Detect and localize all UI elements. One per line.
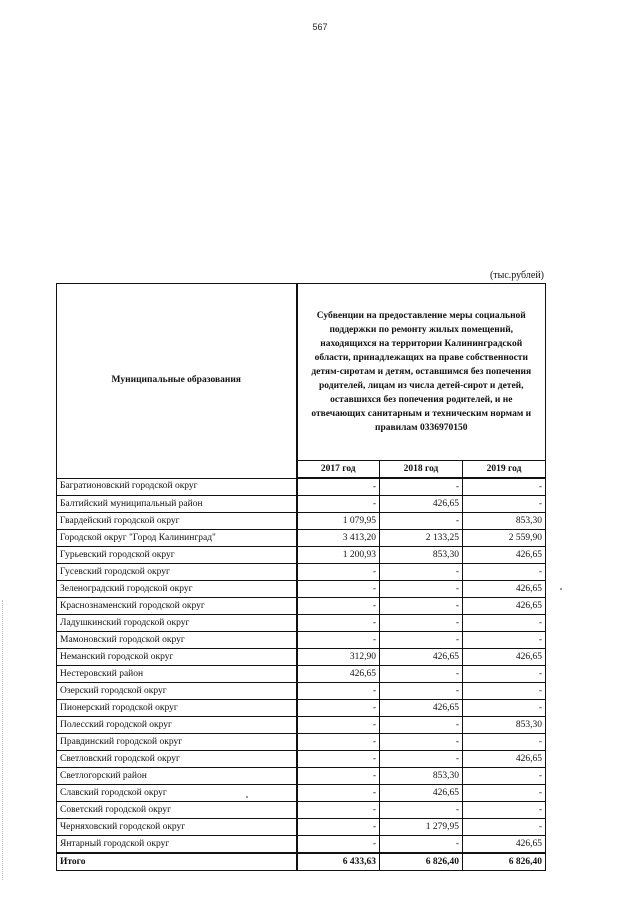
subsidy-table: [56, 283, 546, 871]
total-row: [57, 853, 546, 871]
row-value-2017: 3 413,20: [297, 530, 380, 547]
row-value-2017: -: [297, 819, 380, 836]
row-municipality-name: Гусевский городской округ: [57, 564, 297, 581]
row-municipality-name: Багратионовский городской округ: [57, 478, 297, 496]
row-value-2019: -: [463, 478, 546, 496]
row-value-2018: -: [380, 751, 463, 768]
row-municipality-name: Правдинский городской округ: [57, 734, 297, 751]
row-value-2017: 1 200,93: [297, 547, 380, 564]
row-value-2019: 426,65: [463, 649, 546, 666]
row-value-2018: -: [380, 632, 463, 649]
row-value-2019: -: [463, 768, 546, 785]
table-body: [57, 478, 546, 853]
row-value-2019: -: [463, 700, 546, 717]
table-row: [57, 547, 546, 564]
header-year-2019: 2019 год: [463, 461, 546, 479]
row-value-2017: -: [297, 785, 380, 802]
row-value-2017: -: [297, 836, 380, 854]
table-row: [57, 785, 546, 802]
row-value-2019: -: [463, 564, 546, 581]
row-value-2019: -: [463, 666, 546, 683]
row-value-2017: 426,65: [297, 666, 380, 683]
row-value-2017: -: [297, 496, 380, 513]
row-municipality-name: Черняховский городской округ: [57, 819, 297, 836]
table-row: [57, 513, 546, 530]
row-municipality-name: Озерский городской округ: [57, 683, 297, 700]
row-value-2018: 853,30: [380, 547, 463, 564]
row-municipality-name: Неманский городской округ: [57, 649, 297, 666]
row-value-2018: -: [380, 478, 463, 496]
table-row: [57, 615, 546, 632]
table-row: [57, 700, 546, 717]
row-value-2018: 426,65: [380, 700, 463, 717]
row-municipality-name: Светлогорский район: [57, 768, 297, 785]
row-value-2019: -: [463, 683, 546, 700]
table-row: [57, 598, 546, 615]
row-value-2018: 426,65: [380, 785, 463, 802]
row-value-2017: 312,90: [297, 649, 380, 666]
row-value-2019: 426,65: [463, 547, 546, 564]
table-row: [57, 768, 546, 785]
units-label: (тыс.рублей): [489, 270, 544, 281]
total-2018: 6 826,40: [380, 853, 463, 871]
row-value-2017: -: [297, 717, 380, 734]
row-value-2018: -: [380, 683, 463, 700]
scan-speck: [560, 588, 562, 590]
table-row: [57, 836, 546, 854]
row-value-2017: -: [297, 751, 380, 768]
row-municipality-name: Пионерский городской округ: [57, 700, 297, 717]
row-municipality-name: Славский городской округ: [57, 785, 297, 802]
row-value-2017: -: [297, 683, 380, 700]
row-value-2017: -: [297, 802, 380, 819]
row-municipality-name: Светловский городской округ: [57, 751, 297, 768]
scan-speck: [246, 796, 248, 798]
row-value-2017: -: [297, 632, 380, 649]
row-municipality-name: Мамоновский городской округ: [57, 632, 297, 649]
total-label: Итого: [57, 853, 297, 871]
header-year-2017: 2017 год: [297, 461, 380, 479]
row-value-2017: -: [297, 478, 380, 496]
row-value-2018: -: [380, 734, 463, 751]
row-value-2019: 853,30: [463, 513, 546, 530]
row-value-2019: -: [463, 632, 546, 649]
row-value-2018: 426,65: [380, 649, 463, 666]
row-municipality-name: Нестеровский район: [57, 666, 297, 683]
row-value-2019: 426,65: [463, 836, 546, 854]
row-value-2019: -: [463, 802, 546, 819]
table-row: [57, 802, 546, 819]
header-subsidy-description: Субвенции на предоставление меры социальной поддержки по ремонту жилых помещений, находящихся на территории Калининградской области, принадлежащих на праве собственности детям-сиротам и детям, оставшимся без попечения родителей, лицам из числа детей-сирот и детей, оставшихся без попечения родителей, и не отвечающих санитарным и техническим нормам и правилам 0336970150: [297, 284, 546, 461]
row-value-2018: 853,30: [380, 768, 463, 785]
row-value-2018: 1 279,95: [380, 819, 463, 836]
row-value-2017: -: [297, 615, 380, 632]
row-value-2018: -: [380, 666, 463, 683]
scan-edge-marks: [2, 600, 6, 880]
row-value-2017: -: [297, 581, 380, 598]
row-value-2018: 2 133,25: [380, 530, 463, 547]
row-value-2019: -: [463, 734, 546, 751]
row-value-2019: -: [463, 819, 546, 836]
table-row: [57, 496, 546, 513]
row-municipality-name: Гурьевский городской округ: [57, 547, 297, 564]
row-value-2019: 426,65: [463, 581, 546, 598]
row-municipality-name: Зеленоградский городской округ: [57, 581, 297, 598]
row-value-2018: -: [380, 717, 463, 734]
row-value-2018: -: [380, 581, 463, 598]
header-municipalities: Муниципальные образования: [57, 284, 297, 479]
table-row: [57, 632, 546, 649]
total-2017: 6 433,63: [297, 853, 380, 871]
page-number: 567: [312, 22, 328, 32]
row-value-2019: 2 559,90: [463, 530, 546, 547]
row-municipality-name: Янтарный городской округ: [57, 836, 297, 854]
row-municipality-name: Гвардейский городской округ: [57, 513, 297, 530]
row-value-2018: -: [380, 598, 463, 615]
row-value-2019: 426,65: [463, 751, 546, 768]
row-value-2017: -: [297, 598, 380, 615]
row-municipality-name: Полесский городской округ: [57, 717, 297, 734]
row-value-2018: -: [380, 513, 463, 530]
row-value-2017: -: [297, 564, 380, 581]
total-2019: 6 826,40: [463, 853, 546, 871]
row-municipality-name: Краснознаменский городской округ: [57, 598, 297, 615]
table-row: [57, 666, 546, 683]
table-row: [57, 649, 546, 666]
table-row: [57, 530, 546, 547]
table-row: [57, 734, 546, 751]
table-row: [57, 751, 546, 768]
row-value-2019: 853,30: [463, 717, 546, 734]
row-municipality-name: Советский городской округ: [57, 802, 297, 819]
row-municipality-name: Ладушкинский городской округ: [57, 615, 297, 632]
table-row: [57, 819, 546, 836]
row-value-2019: -: [463, 615, 546, 632]
table-row: [57, 478, 546, 496]
table-row: [57, 717, 546, 734]
row-value-2017: -: [297, 700, 380, 717]
row-municipality-name: Городской округ "Город Калининград": [57, 530, 297, 547]
row-value-2018: 426,65: [380, 496, 463, 513]
row-value-2018: -: [380, 615, 463, 632]
table-row: [57, 564, 546, 581]
row-value-2018: -: [380, 802, 463, 819]
row-value-2017: -: [297, 734, 380, 751]
header-year-2018: 2018 год: [380, 461, 463, 479]
row-municipality-name: Балтийский муниципальный район: [57, 496, 297, 513]
row-value-2018: -: [380, 836, 463, 854]
row-value-2017: 1 079,95: [297, 513, 380, 530]
row-value-2017: -: [297, 768, 380, 785]
row-value-2019: -: [463, 496, 546, 513]
row-value-2019: 426,65: [463, 598, 546, 615]
row-value-2018: -: [380, 564, 463, 581]
table-row: [57, 581, 546, 598]
row-value-2019: -: [463, 785, 546, 802]
table-row: [57, 683, 546, 700]
